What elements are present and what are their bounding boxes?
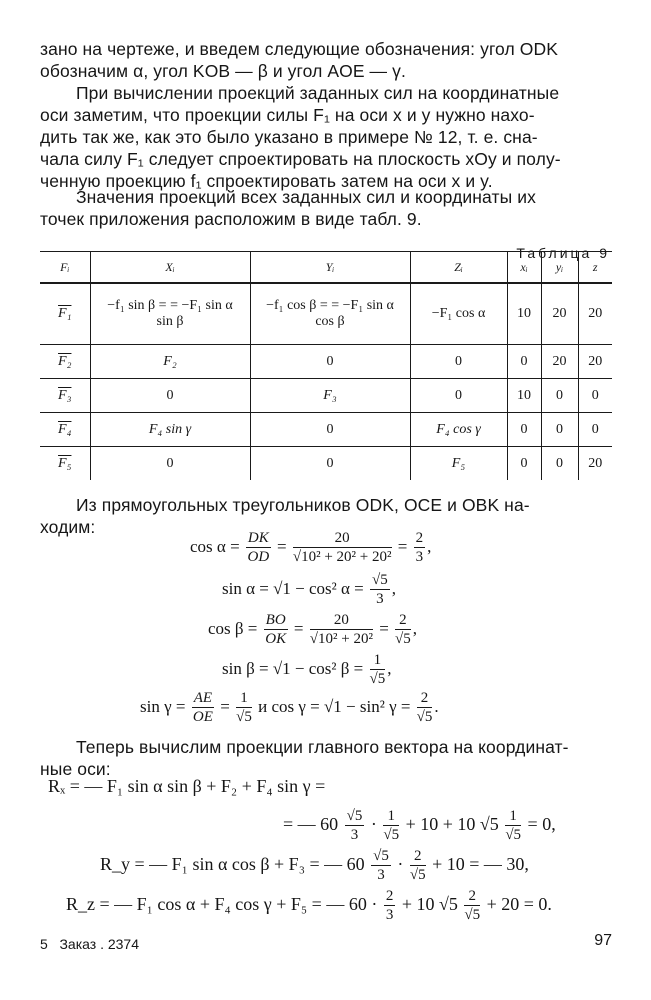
values-line: Значения проекций всех заданных сил и координаты их: [76, 187, 536, 207]
xi-cell: 10: [507, 283, 541, 345]
y-cell: F₃: [250, 379, 410, 413]
projection-paragraph: [40, 82, 612, 192]
projection-line: оси заметим, что проекции силы F₁ на оси x и y нужно нахо-: [40, 105, 535, 125]
zi-cell: 0: [578, 379, 612, 413]
header-y-projection: Yᵢ: [250, 252, 410, 284]
x-cell: F₂: [90, 345, 250, 379]
formula-sin-alpha: sin α = √1 − cos² α = $\frac{√5}{3}$ ,: [222, 572, 396, 607]
zi-cell: 20: [578, 345, 612, 379]
x-cell: 0: [90, 379, 250, 413]
table-caption: Таблица 9: [516, 245, 610, 261]
yi-cell: 20: [541, 345, 578, 379]
projection-line: чала силу F₁ следует спроектировать на плоскость xOy и полу-: [40, 149, 561, 169]
main-vector-line: Теперь вычислим проекции главного вектора на координат-: [76, 737, 569, 757]
xi-cell: 10: [507, 379, 541, 413]
xi-cell: 0: [507, 413, 541, 447]
projection-line: При вычислении проекций заданных сил на координатные: [76, 83, 560, 103]
z-cell: F₄ cos γ: [410, 413, 507, 447]
y-cell: 0: [250, 413, 410, 447]
formula-sin-beta: sin β = √1 − cos² β = $\frac{1}{√5}$ ,: [222, 652, 392, 687]
force-cell: F₁: [58, 306, 72, 321]
xi-cell: 0: [507, 447, 541, 481]
table-row: [40, 447, 612, 481]
intro-paragraph: [40, 38, 612, 82]
table-row: [40, 379, 612, 413]
header-x-projection: Xᵢ: [90, 252, 250, 284]
yi-cell: 0: [541, 413, 578, 447]
zi-cell: 0: [578, 413, 612, 447]
values-paragraph: [40, 186, 612, 230]
formula-cos-alpha: cos α = $\frac{DK}{OD}$ = $\frac{20}{\text{√10² + 20² + 20²}}$ = $\frac{2}{3}$ ,: [190, 530, 432, 565]
zi-cell: 20: [578, 283, 612, 345]
triangles-line: Из прямоугольных треугольников ODK, OCE и OBK на-: [76, 495, 530, 515]
x-cell: 0: [90, 447, 250, 481]
triangles-line: ходим:: [40, 517, 96, 537]
values-line: точек приложения расположим в виде табл. 9.: [40, 209, 422, 229]
projection-line: ченную проекцию f₁ спроектировать затем на оси x и y.: [40, 171, 493, 191]
yi-cell: 0: [541, 447, 578, 481]
force-cell: F₅: [58, 455, 72, 471]
page-number: 97: [594, 932, 612, 949]
force-cell: F₂: [58, 353, 72, 369]
header-y-coordinate: yᵢ: [541, 252, 578, 284]
formula-sin-cos-gamma: sin γ = $\frac{AE}{OE}$ = $\frac{1}{√5}$ и cos γ = √1 − sin² γ = $\frac{2}{√5}$ .: [140, 690, 439, 725]
formula-cos-beta: cos β = $\frac{BO}{OK}$ = $\frac{20}{\text{√10² + 20²}}$ = $\frac{2}{√5}$ ,: [208, 612, 418, 647]
header-z-projection: Zᵢ: [410, 252, 507, 284]
intro-line: зано на чертеже, и введем следующие обозначения: угол ODK: [40, 39, 558, 59]
formula-rz: R_z = — F₁ cos α + F₄ cos γ + F₅ = — 60 · $\frac{2}{3}$ + 10 √5 $\frac{2}{√5}$ + 20 = 0.: [66, 888, 552, 923]
z-cell: 0: [410, 379, 507, 413]
x-cell: F₄ sin γ: [90, 413, 250, 447]
force-cell: F₄: [58, 421, 72, 437]
yi-cell: 0: [541, 379, 578, 413]
force-cell: F₃: [58, 387, 72, 403]
y-cell: 0: [250, 447, 410, 481]
projection-line: дить так же, как это было указано в примере № 12, т. е. сна-: [40, 127, 538, 147]
table-row: [40, 413, 612, 447]
z-cell: F₅: [410, 447, 507, 481]
yi-cell: 20: [541, 283, 578, 345]
y-cell: −f₁ cos β = = −F₁ sin α cos β: [250, 283, 410, 345]
header-force: Fᵢ: [40, 252, 90, 284]
formula-rx-line1: Rₓ = — F₁ sin α sin β + F₂ + F₄ sin γ =: [48, 776, 326, 796]
formula-ry: R_y = — F₁ sin α cos β + F₃ = — 60 $\frac{√5}{3}$ · $\frac{2}{√5}$ + 10 = — 30,: [100, 848, 529, 883]
forces-table: [40, 251, 612, 480]
table-header-row: [40, 252, 612, 284]
header-z-coordinate: z: [578, 252, 612, 284]
intro-line: обозначим α, угол KOB — β и угол AOE — γ.: [40, 61, 406, 81]
formula-rx-line2: = — 60 $\frac{√5}{3}$ · $\frac{1}{√5}$ + 10 + 10 √5 $\frac{1}{√5}$ = 0,: [283, 808, 556, 843]
z-cell: −F₁ cos α: [410, 283, 507, 345]
y-cell: 0: [250, 345, 410, 379]
x-cell: −f₁ sin β = = −F₁ sin α sin β: [90, 283, 250, 345]
printer-order-note: 5 Заказ . 2374: [40, 936, 139, 952]
main-vector-paragraph: [40, 736, 612, 780]
z-cell: 0: [410, 345, 507, 379]
table-row: [40, 283, 612, 345]
xi-cell: 0: [507, 345, 541, 379]
zi-cell: 20: [578, 447, 612, 481]
main-vector-line: ные оси:: [40, 759, 111, 779]
header-x-coordinate: xᵢ: [507, 252, 541, 284]
table-row: [40, 345, 612, 379]
